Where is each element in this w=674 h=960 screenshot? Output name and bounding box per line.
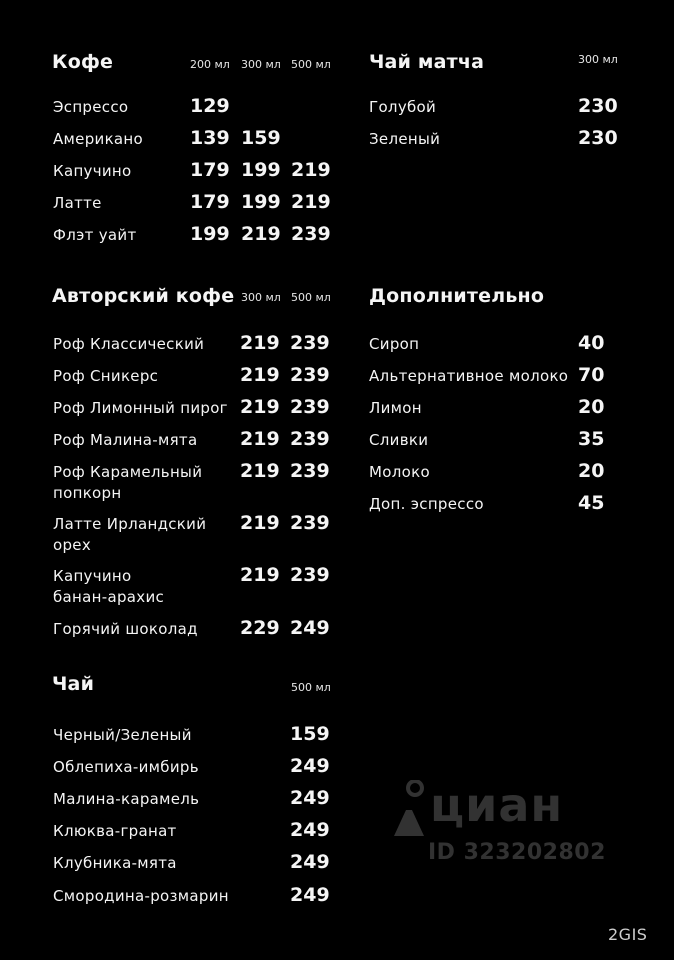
author-coffee-item-price: 219 [240,564,280,586]
author-coffee-item-name: Роф Сникерс [53,367,159,385]
watermark-brand: циан [430,778,564,832]
author-coffee-item-price: 239 [290,512,330,534]
coffee-item-price: 129 [190,95,230,117]
coffee-item-name: Американо [53,130,144,148]
extras-item-name: Лимон [369,399,422,417]
coffee-item-price: 199 [241,191,281,213]
coffee-item-price: 219 [291,159,331,181]
author-coffee-item-price: 239 [290,396,330,418]
location-pin-icon [392,780,426,838]
matcha-item-price: 230 [578,127,618,149]
tea-item-name: Малина-карамель [53,790,200,808]
tea-item-price: 249 [290,755,330,777]
extras-item-name: Альтернативное молоко [369,367,569,385]
author-coffee-item-name: Роф Карамельный попкорн [53,463,203,502]
coffee-item-price: 199 [190,223,230,245]
author-coffee-item-price: 219 [240,512,280,534]
author-coffee-item-price: 249 [290,617,330,639]
author-coffee-item-name: Роф Малина-мята [53,431,198,449]
extras-title: Дополнительно [369,285,545,307]
author-coffee-item-name: Роф Лимонный пирог [53,399,228,417]
coffee-item-price: 179 [190,191,230,213]
tea-item-price: 249 [290,851,330,873]
author-coffee-item-price: 239 [290,564,330,586]
matcha-item-name: Голубой [369,98,437,116]
matcha-title: Чай матча [369,51,485,73]
coffee-item-name: Капучино [53,162,132,180]
coffee-title: Кофе [52,51,114,73]
extras-item-name: Сироп [369,335,420,353]
matcha-item-price: 230 [578,95,618,117]
coffee-item-price: 179 [190,159,230,181]
author-coffee-size-500: 500 мл [291,291,331,304]
tea-title: Чай [52,673,95,695]
tea-item-price: 249 [290,787,330,809]
tea-size-500: 500 мл [291,681,331,694]
matcha-item-name: Зеленый [369,130,441,148]
extras-item-price: 35 [578,428,605,450]
author-coffee-item-price: 219 [240,332,280,354]
author-coffee-item-name: Латте Ирландский орех [53,515,207,554]
author-coffee-item-price: 239 [290,332,330,354]
author-coffee-item-name: Горячий шоколад [53,620,198,638]
coffee-item-name: Эспрессо [53,98,129,116]
author-coffee-item-price: 219 [240,428,280,450]
tea-item-name: Клюква-гранат [53,822,177,840]
coffee-item-price: 219 [291,191,331,213]
coffee-size-300: 300 мл [241,58,281,71]
coffee-size-200: 200 мл [190,58,230,71]
extras-item-price: 20 [578,396,605,418]
tea-item-price: 249 [290,819,330,841]
matcha-size-300: 300 мл [578,53,618,66]
author-coffee-item-price: 219 [240,460,280,482]
coffee-item-price: 139 [190,127,230,149]
tea-item-name: Клубника-мята [53,854,177,872]
coffee-item-name: Флэт уайт [53,226,137,244]
author-coffee-item-price: 239 [290,460,330,482]
tea-item-name: Смородина-розмарин [53,887,229,905]
author-coffee-item-name: Капучино банан-арахис [53,567,165,606]
coffee-item-name: Латте [53,194,102,212]
extras-item-name: Доп. эспрессо [369,495,484,513]
coffee-item-price: 159 [241,127,281,149]
extras-item-price: 20 [578,460,605,482]
tea-item-price: 159 [290,723,330,745]
author-coffee-item-price: 219 [240,396,280,418]
author-coffee-title: Авторский кофе [52,285,235,307]
coffee-size-500: 500 мл [291,58,331,71]
extras-item-price: 40 [578,332,605,354]
coffee-item-price: 199 [241,159,281,181]
coffee-item-price: 239 [291,223,331,245]
extras-item-price: 70 [578,364,605,386]
watermark-id: ID 323202802 [428,840,606,865]
author-coffee-item-price: 239 [290,428,330,450]
tea-item-price: 249 [290,884,330,906]
cian-watermark [392,770,632,880]
author-coffee-item-price: 219 [240,364,280,386]
2gis-logo: 2GIS [608,925,648,944]
author-coffee-item-name: Роф Классический [53,335,205,353]
extras-item-name: Сливки [369,431,429,449]
extras-item-price: 45 [578,492,605,514]
tea-item-name: Облепиха-имбирь [53,758,199,776]
author-coffee-item-price: 229 [240,617,280,639]
tea-item-name: Черный/Зеленый [53,726,192,744]
author-coffee-size-300: 300 мл [241,291,281,304]
coffee-item-price: 219 [241,223,281,245]
extras-item-name: Молоко [369,463,430,481]
author-coffee-item-price: 239 [290,364,330,386]
